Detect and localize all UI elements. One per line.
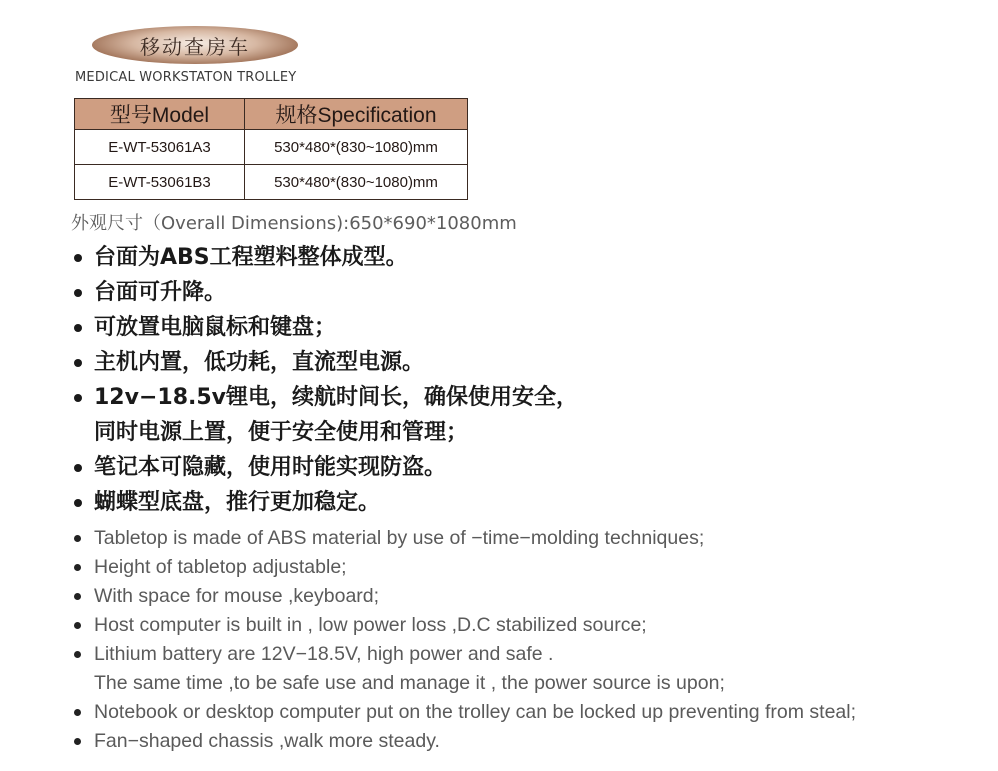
bullet-icon [74,289,82,297]
list-item [74,727,856,756]
list-item-text: Fan−shaped chassis ,walk more steady. [94,730,440,752]
list-item [74,345,578,380]
features-en-list [74,524,856,756]
list-item-text: 可放置电脑鼠标和键盘； [94,315,337,340]
list-item-text-continued: The same time ,to be safe use and manage it , the power source is upon; [94,672,725,694]
list-item [74,640,856,698]
overall-dimensions: 外观尺寸（Overall Dimensions):650*690*1080mm [71,213,517,234]
list-item-text: 蝴蝶型底盘，推行更加稳定。 [94,490,381,515]
list-item-text: Lithium battery are 12V−18.5V, high power and safe . [94,643,554,665]
spec-cell: 530*480*(830~1080)mm [245,165,468,200]
list-item-text: 12v−18.5v锂电，续航时间长，确保使用安全， [94,385,579,410]
list-item-text: 台面为ABS工程塑料整体成型。 [94,245,408,270]
bullet-icon [74,254,82,262]
list-item [74,380,578,450]
list-item [74,553,856,582]
header-specification: 规格Specification [245,99,468,130]
bullet-icon [74,359,82,367]
spec-table [74,98,468,200]
list-item-text: Tabletop is made of ABS material by use of −time−molding techniques; [94,527,705,549]
list-item-text: Host computer is built in , low power loss ,D.C stabilized source; [94,614,647,636]
list-item [74,611,856,640]
header-model: 型号Model [75,99,245,130]
bullet-icon [74,593,81,600]
model-cell: E-WT-53061A3 [75,130,245,165]
list-item-text: 笔记本可隐藏，使用时能实现防盗。 [94,455,447,480]
bullet-icon [74,499,82,507]
list-item [74,275,578,310]
list-item-text: 主机内置，低功耗，直流型电源。 [94,350,425,375]
list-item-text-continued: 同时电源上置，便于安全使用和管理； [94,420,469,445]
spec-table-header-row [75,99,468,130]
bullet-icon [74,464,82,472]
bullet-icon [74,738,81,745]
list-item [74,310,578,345]
bullet-icon [74,651,81,658]
list-item [74,582,856,611]
list-item [74,240,578,275]
page-subtitle: MEDICAL WORKSTATON TROLLEY [75,70,297,85]
bullet-icon [74,564,81,571]
bullet-icon [74,324,82,332]
spec-cell: 530*480*(830~1080)mm [245,130,468,165]
bullet-icon [74,709,81,716]
title-badge [92,26,298,64]
table-row [75,130,468,165]
list-item [74,698,856,727]
list-item-text: With space for mouse ,keyboard; [94,585,380,607]
features-zh-list [74,240,578,520]
bullet-icon [74,622,81,629]
table-row [75,165,468,200]
bullet-icon [74,535,81,542]
model-cell: E-WT-53061B3 [75,165,245,200]
list-item-text: 台面可升降。 [94,280,227,305]
list-item-text: Height of tabletop adjustable; [94,556,347,578]
bullet-icon [74,394,82,402]
list-item [74,524,856,553]
page-title: 移动查房车 [140,34,250,59]
list-item-text: Notebook or desktop computer put on the trolley can be locked up preventing from steal; [94,701,857,723]
list-item [74,450,578,485]
list-item [74,485,578,520]
